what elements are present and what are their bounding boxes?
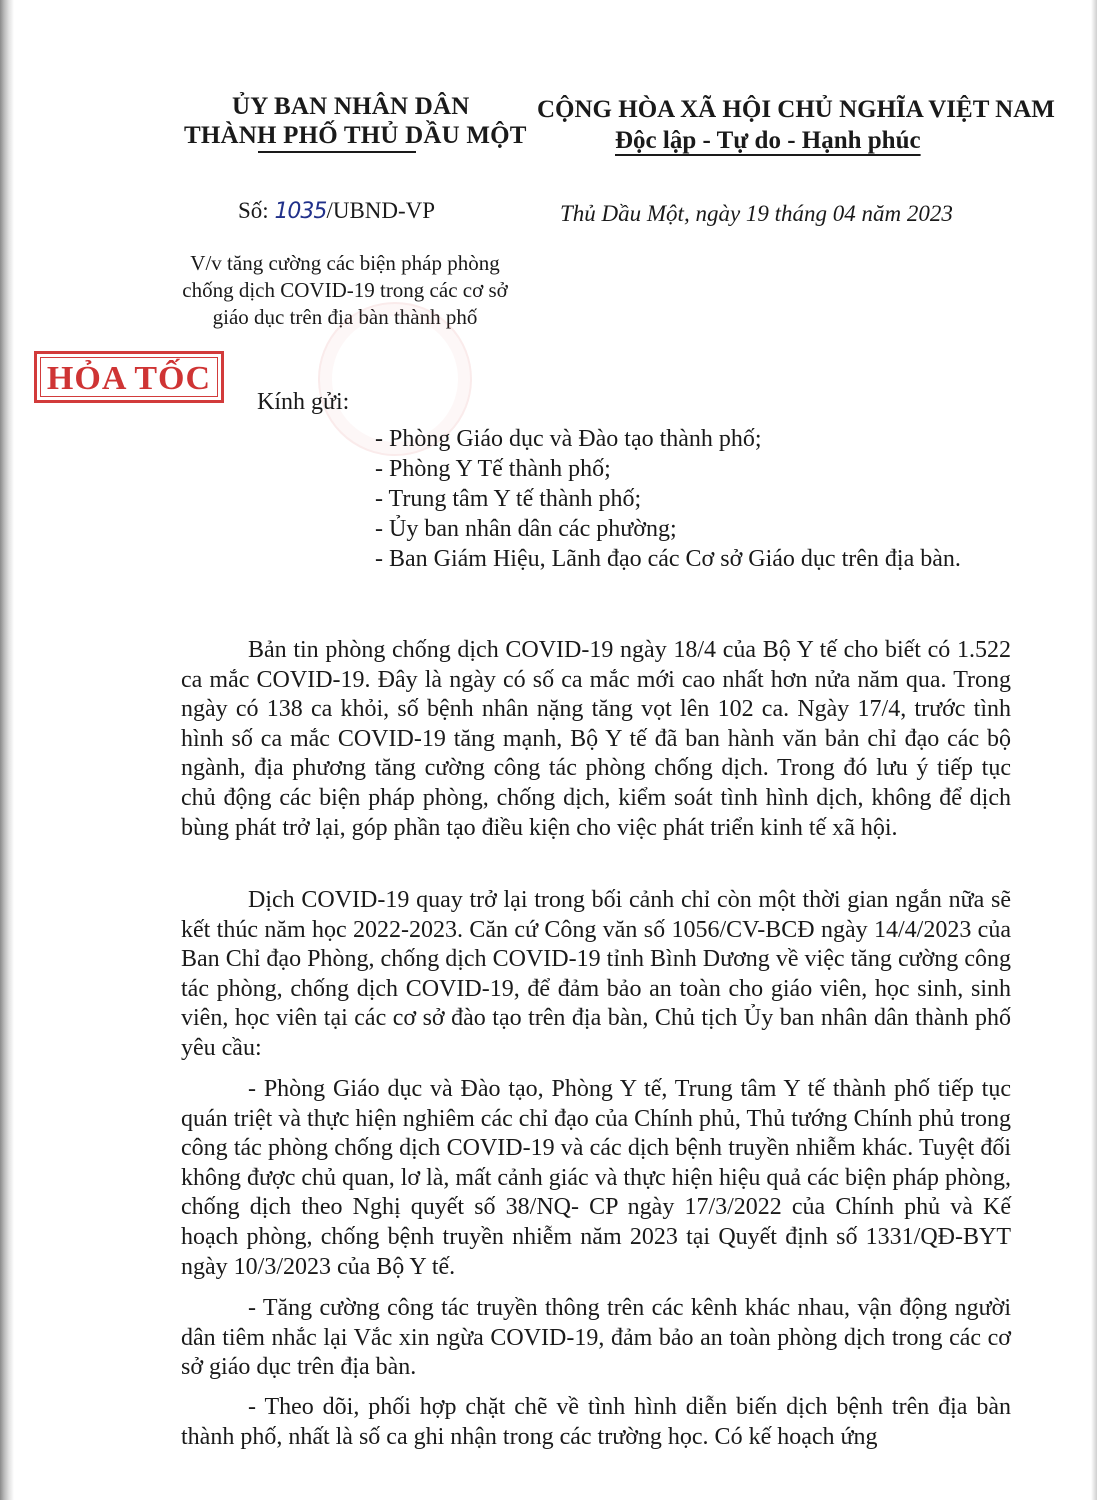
- recipient-item: - Ủy ban nhân dân các phường;: [375, 516, 677, 542]
- recipient-item: - Trung tâm Y tế thành phố;: [375, 486, 642, 512]
- document-number-suffix: /UBND-VP: [326, 198, 436, 223]
- recipient-item: - Phòng Giáo dục và Đào tạo thành phố;: [375, 426, 762, 452]
- body-paragraph-5: - Theo dõi, phối hợp chặt chẽ về tình hình diễn biến dịch bệnh trên địa bàn thành phố, nhất là số ca ghi nhận trong các trường học. Có kế hoạch ứng: [181, 1394, 1011, 1450]
- national-motto: Độc lập - Tự do - Hạnh phúc: [615, 127, 921, 154]
- document-number: [238, 198, 435, 224]
- subject-line: chống dịch COVID-19 trong các cơ sở: [182, 278, 508, 302]
- body-paragraph-2: Dịch COVID-19 quay trở lại trong bối cảnh chỉ còn một thời gian ngắn nữa sẽ kết thúc năm học 2022-2023. Căn cứ Công văn số 1056/CV-BCĐ ngày 14/4/2023 của Ban Chỉ đạo Phòng, chống dịch COVID-19 tỉnh Bình Dương về việc tăng cường công tác phòng, chống dịch COVID-19, để đảm bảo an toàn cho giáo viên, học sinh, sinh viên, học viên tại các cơ sở đào tạo trên địa bàn, Chủ tịch Ủy ban nhân dân thành phố yêu cầu:: [181, 887, 1011, 1061]
- subject-line: V/v tăng cường các biện pháp phòng: [190, 251, 500, 275]
- scan-edge-shadow: [0, 0, 14, 1500]
- body-paragraph-1: Bản tin phòng chống dịch COVID-19 ngày 18/4 của Bộ Y tế cho biết có 1.522 ca mắc COVID-19. Đây là ngày có số ca mắc mới cao nhất hơn nửa năm qua. Trong ngày có 138 ca khỏi, số bệnh nhân nặng tăng vọt lên 102 ca. Ngày 17/4, trước tình hình số ca mắc COVID-19 tăng mạnh, Bộ Y tế đã ban hành văn bản chỉ đạo các bộ ngành, địa phương tăng cường công tác phòng chống dịch. Trong đó lưu ý tiếp tục chủ động các biện pháp phòng, chống dịch, kiểm soát tình hình dịch, không để dịch bùng phát trở lại, góp phần tạo điều kiện cho việc phát triển kinh tế xã hội.: [181, 637, 1011, 841]
- document-number-handwritten: 1035: [274, 199, 327, 224]
- body-paragraph-4: - Tăng cường công tác truyền thông trên các kênh khác nhau, vận động người dân tiêm nhắc lại Vắc xin ngừa COVID-19, đảm bảo an toàn phòng dịch trong các cơ sở giáo dục trên địa bàn.: [181, 1295, 1011, 1381]
- recipient-item: - Ban Giám Hiệu, Lãnh đạo các Cơ sở Giáo dục trên địa bàn.: [375, 546, 961, 572]
- org-name-line1: ỦY BAN NHÂN DÂN: [232, 93, 470, 120]
- body-paragraph-3: - Phòng Giáo dục và Đào tạo, Phòng Y tế, Trung tâm Y tế thành phố tiếp tục quán triệt và thực hiện nghiêm các chỉ đạo của Chính phủ, Thủ tướng Chính phủ trong công tác phòng chống dịch COVID-19 và các dịch bệnh truyền nhiễm khác. Tuyệt đối không được chủ quan, lơ là, mất cảnh giác và thực hiện hiệu quả các biện pháp phòng, chống dịch theo Nghị quyết số 38/NQ- CP ngày 17/3/2022 của Chính phủ và Kế hoạch phòng, chống bệnh truyền nhiễm năm 2023 tại Quyết định số 1331/QĐ-BYT ngày 10/3/2023 của Bộ Y tế.: [181, 1076, 1011, 1280]
- date-line: Thủ Dầu Một, ngày 19 tháng 04 năm 2023: [560, 201, 953, 226]
- urgent-stamp-text: HỎA TỐC: [46, 360, 212, 397]
- recipient-list: [375, 424, 961, 574]
- scan-edge-right: [1091, 0, 1097, 1500]
- urgent-stamp: [34, 351, 224, 403]
- nation-title: CỘNG HÒA XÃ HỘI CHỦ NGHĨA VIỆT NAM: [537, 96, 1055, 123]
- subject-line: giáo dục trên địa bàn thành phố: [212, 305, 478, 329]
- org-underline: [258, 151, 416, 153]
- greeting: Kính gửi:: [257, 389, 350, 415]
- recipient-item: - Phòng Y Tế thành phố;: [375, 456, 611, 482]
- org-name-line2: THÀNH PHỐ THỦ DẦU MỘT: [184, 122, 527, 149]
- document-number-prefix: Số:: [238, 198, 275, 223]
